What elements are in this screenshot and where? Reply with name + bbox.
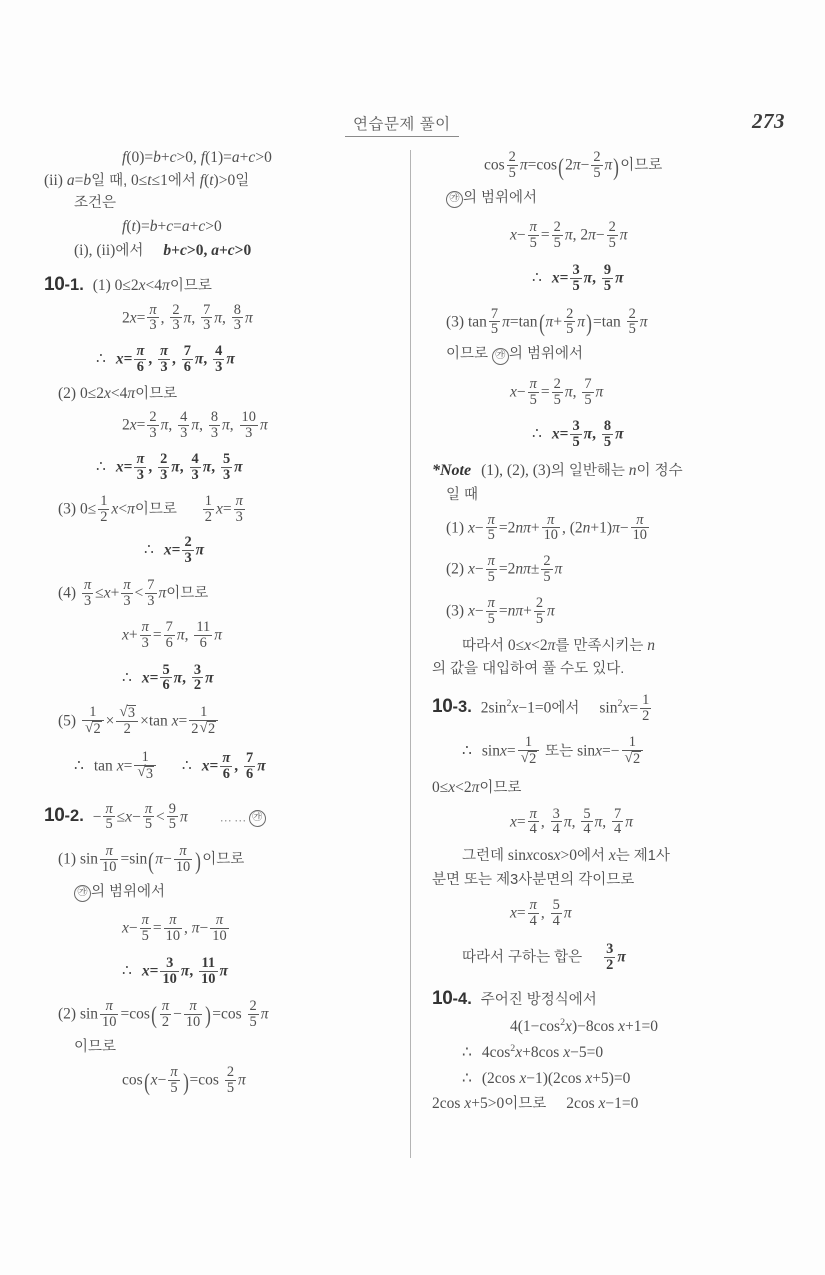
problem-10-3-line5: 그런데 sinxcosx>0에서 x는 제1사 <box>462 847 670 865</box>
two-column-body <box>44 150 784 1162</box>
problem-10-3-line7: x= $\frac{\pi}{4}$ , $\frac{5}{4}$ π <box>510 897 572 930</box>
running-head-title: 연습문제 풀이 <box>345 112 459 137</box>
note-title: Note <box>440 462 472 480</box>
continued-case-ii-cont: 조건은 <box>74 195 117 211</box>
circled-a-marker: ㉮ <box>249 810 266 827</box>
r-10-2-2-identity: cos $\frac{2}{5}$ π=cos(2π− $\frac{2}{5}$ π)이므로 <box>484 149 663 181</box>
problem-number-10-2: 10-2. <box>44 804 84 826</box>
note-item-1: (1) x− $\frac{\pi}{5}$ =2nπ+ $\frac{\pi}{10}$ , (2n+1)π− $\frac{\pi}{10}$ <box>446 511 647 544</box>
circled-a-ref: ㉮ <box>74 885 91 902</box>
problem-10-1-4-step: x+ $\frac{\pi}{3}$ = $\frac{7}{6}$ π, $\frac{11}{6}$ π <box>122 618 222 651</box>
problem-10-4-line1: $4(1-\cos^2x)-8\cos$ x+1=0 <box>510 1016 659 1035</box>
problem-10-2-2-identity: (2) sin $\frac{\pi}{10}$ =cos( $\frac{\pi}{2}$ − $\frac{\pi}{10}$ )=cos $\frac{2}{5}$ π <box>58 997 269 1030</box>
problem-10-1-1-step: 2x= $\frac{\pi}{3}$ , $\frac{2}{3}$ π, $\frac{7}{3}$ π, $\frac{8}{3}$ π <box>122 301 253 334</box>
note-header: *Note (1), (2), (3)의 일반해는 n이 정수 <box>432 462 683 480</box>
problem-10-1-3-answer: ∴ x= $\frac{2}{3}$ π <box>144 534 205 567</box>
r-10-2-2-answer: ∴ x= $\frac{3}{5}$ π, $\frac{9}{5}$ π <box>532 261 624 294</box>
problem-10-1-4-condition: (4) $\frac{\pi}{3}$ ≤x+ $\frac{\pi}{3}$ < $\frac{7}{3}$ π이므로 <box>58 577 209 609</box>
problem-10-4-line4: 2cos x+5>0이므로 2cos x−1=0 <box>432 1095 639 1113</box>
problem-10-3-line8: 따라서 구하는 합은 $\frac{3}{2}$ π <box>462 940 626 973</box>
running-head <box>40 109 785 142</box>
problem-10-1-5-answer: ∴ tan x= 1 √ 3 ∴ x= $\frac{\pi}{6}$ , $\frac{7}{6}$ π <box>44 750 396 782</box>
problem-10-2-2-connector: 이므로 <box>74 1038 117 1055</box>
problem-10-2-1-identity: (1) sin $\frac{\pi}{10}$ =sin(π− $\frac{\pi}{10}$ )이므로 <box>58 843 245 876</box>
problem-10-2-2-step: cos(x− $\frac{\pi}{5}$ )=cos $\frac{2}{5}$ π <box>122 1064 246 1096</box>
problem-10-2-1-answer: ∴ x= $\frac{3}{10}$ π, $\frac{11}{10}$ π <box>122 955 228 987</box>
continued-conclusion: (i), (ii)에서 b+c>0, a+c>0 <box>74 242 252 259</box>
note-header-cont: 일 때 <box>446 487 479 504</box>
r-10-2-2-scope: ㉮ 의 범위에서 <box>432 190 784 209</box>
problem-10-1-2-answer: ∴ x= $\frac{\pi}{3}$ , $\frac{2}{3}$ π, $\frac{4}{3}$ π, $\frac{5}{3}$ π <box>96 451 243 483</box>
problem-10-3-line2: ∴ sinx= 1 √ 2 또는 sinx=− 1 √ 2 <box>432 735 784 767</box>
continued-case-ii: (ii) a=b일 때, 0≤t≤1에서 f(t)>0일 <box>44 171 250 189</box>
r-10-2-3-identity: (3) tan $\frac{7}{5}$ π=tan(π+ $\frac{2}{5}$ π)=tan $\frac{2}{5}$ π <box>446 305 648 338</box>
continued-line-f0: f(0)=b+c>0, f(1)=a+c>0 <box>122 149 272 166</box>
problem-10-4-intro: 주어진 방정식에서 <box>480 991 597 1008</box>
problem-10-3-line4: x= $\frac{\pi}{4}$ , $\frac{3}{4}$ π, $\frac{5}{4}$ π, $\frac{7}{4}$ π <box>510 805 634 838</box>
right-column <box>432 150 784 1162</box>
problem-10-2-1-step: x− $\frac{\pi}{5}$ = $\frac{\pi}{10}$ , π− $\frac{\pi}{10}$ <box>122 912 227 945</box>
problem-10-1-2-step: 2x= $\frac{2}{3}$ π, $\frac{4}{3}$ π, $\frac{8}{3}$ π, $\frac{10}{3}$ π <box>122 409 268 442</box>
problem-10-2-header: 10-2. − $\frac{\pi}{5}$ ≤x− $\frac{\pi}{5}$ < $\frac{9}{5}$ π …… ㉮ <box>44 802 396 833</box>
note-item-3: (3) x− $\frac{\pi}{5}$ =nπ+ $\frac{2}{5}$ π <box>446 595 555 627</box>
problem-10-4-header <box>432 989 784 1008</box>
problem-10-2-1-scope: ㉮ 의 범위에서 <box>44 884 396 903</box>
note-closing-2: 의 값을 대입하여 풀 수도 있다. <box>432 661 625 678</box>
problem-number-10-3: 10-3. <box>432 696 472 718</box>
problem-10-1-2-condition: (2) 0≤2x<4π이므로 <box>58 384 178 402</box>
problem-10-1-4-answer: ∴ x= $\frac{5}{6}$ π, $\frac{3}{2}$ π <box>122 661 214 694</box>
problem-10-3-line6: 분면 또는 제3사분면의 각이므로 <box>432 871 635 888</box>
problem-10-4-line2: ∴ $4\cos^2x+8\cos$ x−5=0 <box>462 1043 604 1062</box>
r-10-2-3-answer: ∴ x= $\frac{3}{5}$ π, $\frac{8}{5}$ π <box>532 418 624 451</box>
circled-a-ref: ㉮ <box>492 348 509 365</box>
problem-10-4-line3: ∴ (2cos x−1)(2cos x+5)=0 <box>462 1069 631 1087</box>
continued-line-ft: f(t)=b+c=a+c>0 <box>122 217 222 235</box>
r-10-2-3-scope: 이므로 ㉮ 의 범위에서 <box>432 346 784 365</box>
note-item-2: (2) x− $\frac{\pi}{5}$ =2nπ± $\frac{2}{5}$ π <box>446 553 563 586</box>
problem-10-1-1-answer: ∴ x= $\frac{\pi}{6}$ , $\frac{\pi}{3}$ , $\frac{7}{6}$ π, $\frac{4}{3}$ π <box>96 343 235 376</box>
problem-number-10-1: 10-1. <box>44 273 84 295</box>
problem-10-3-header: 10-3. $2\sin^2x-1=0$에서 $\sin^2x=$ $\frac{1}{2}$ <box>432 691 650 724</box>
page-number: 273 <box>752 109 785 133</box>
problem-number-10-4: 10-4. <box>432 987 472 1009</box>
circled-a-ref: ㉮ <box>446 191 463 208</box>
problem-10-1-header: 10-1. (1) 0≤2x<4π이므로 <box>44 273 212 295</box>
problem-10-1-3-condition: (3) 0≤ $\frac{1}{2}$ x<π이므로 $\frac{1}{2}$ x= $\frac{\pi}{3}$ <box>58 492 243 525</box>
problem-10-1-5-condition: (5) 1 √ 2 × √ $\frac{3}{2}$ ×tan x= $\frac{1}{2 √ 2}$ <box>44 705 396 737</box>
note-marker: * <box>432 462 440 480</box>
left-column <box>44 150 396 1162</box>
column-divider-rule <box>410 150 411 1158</box>
r-10-2-2-step: x− $\frac{\pi}{5}$ = $\frac{2}{5}$ π, 2π− $\frac{2}{5}$ π <box>510 219 628 252</box>
note-closing-1: 따라서 0≤x<2π를 만족시키는 n <box>462 636 656 654</box>
r-10-2-3-step: x− $\frac{\pi}{5}$ = $\frac{2}{5}$ π, $\frac{7}{5}$ π <box>510 375 604 408</box>
dot-leader: …… <box>219 809 249 824</box>
problem-10-3-line3: 0≤x<2π이므로 <box>432 779 522 797</box>
